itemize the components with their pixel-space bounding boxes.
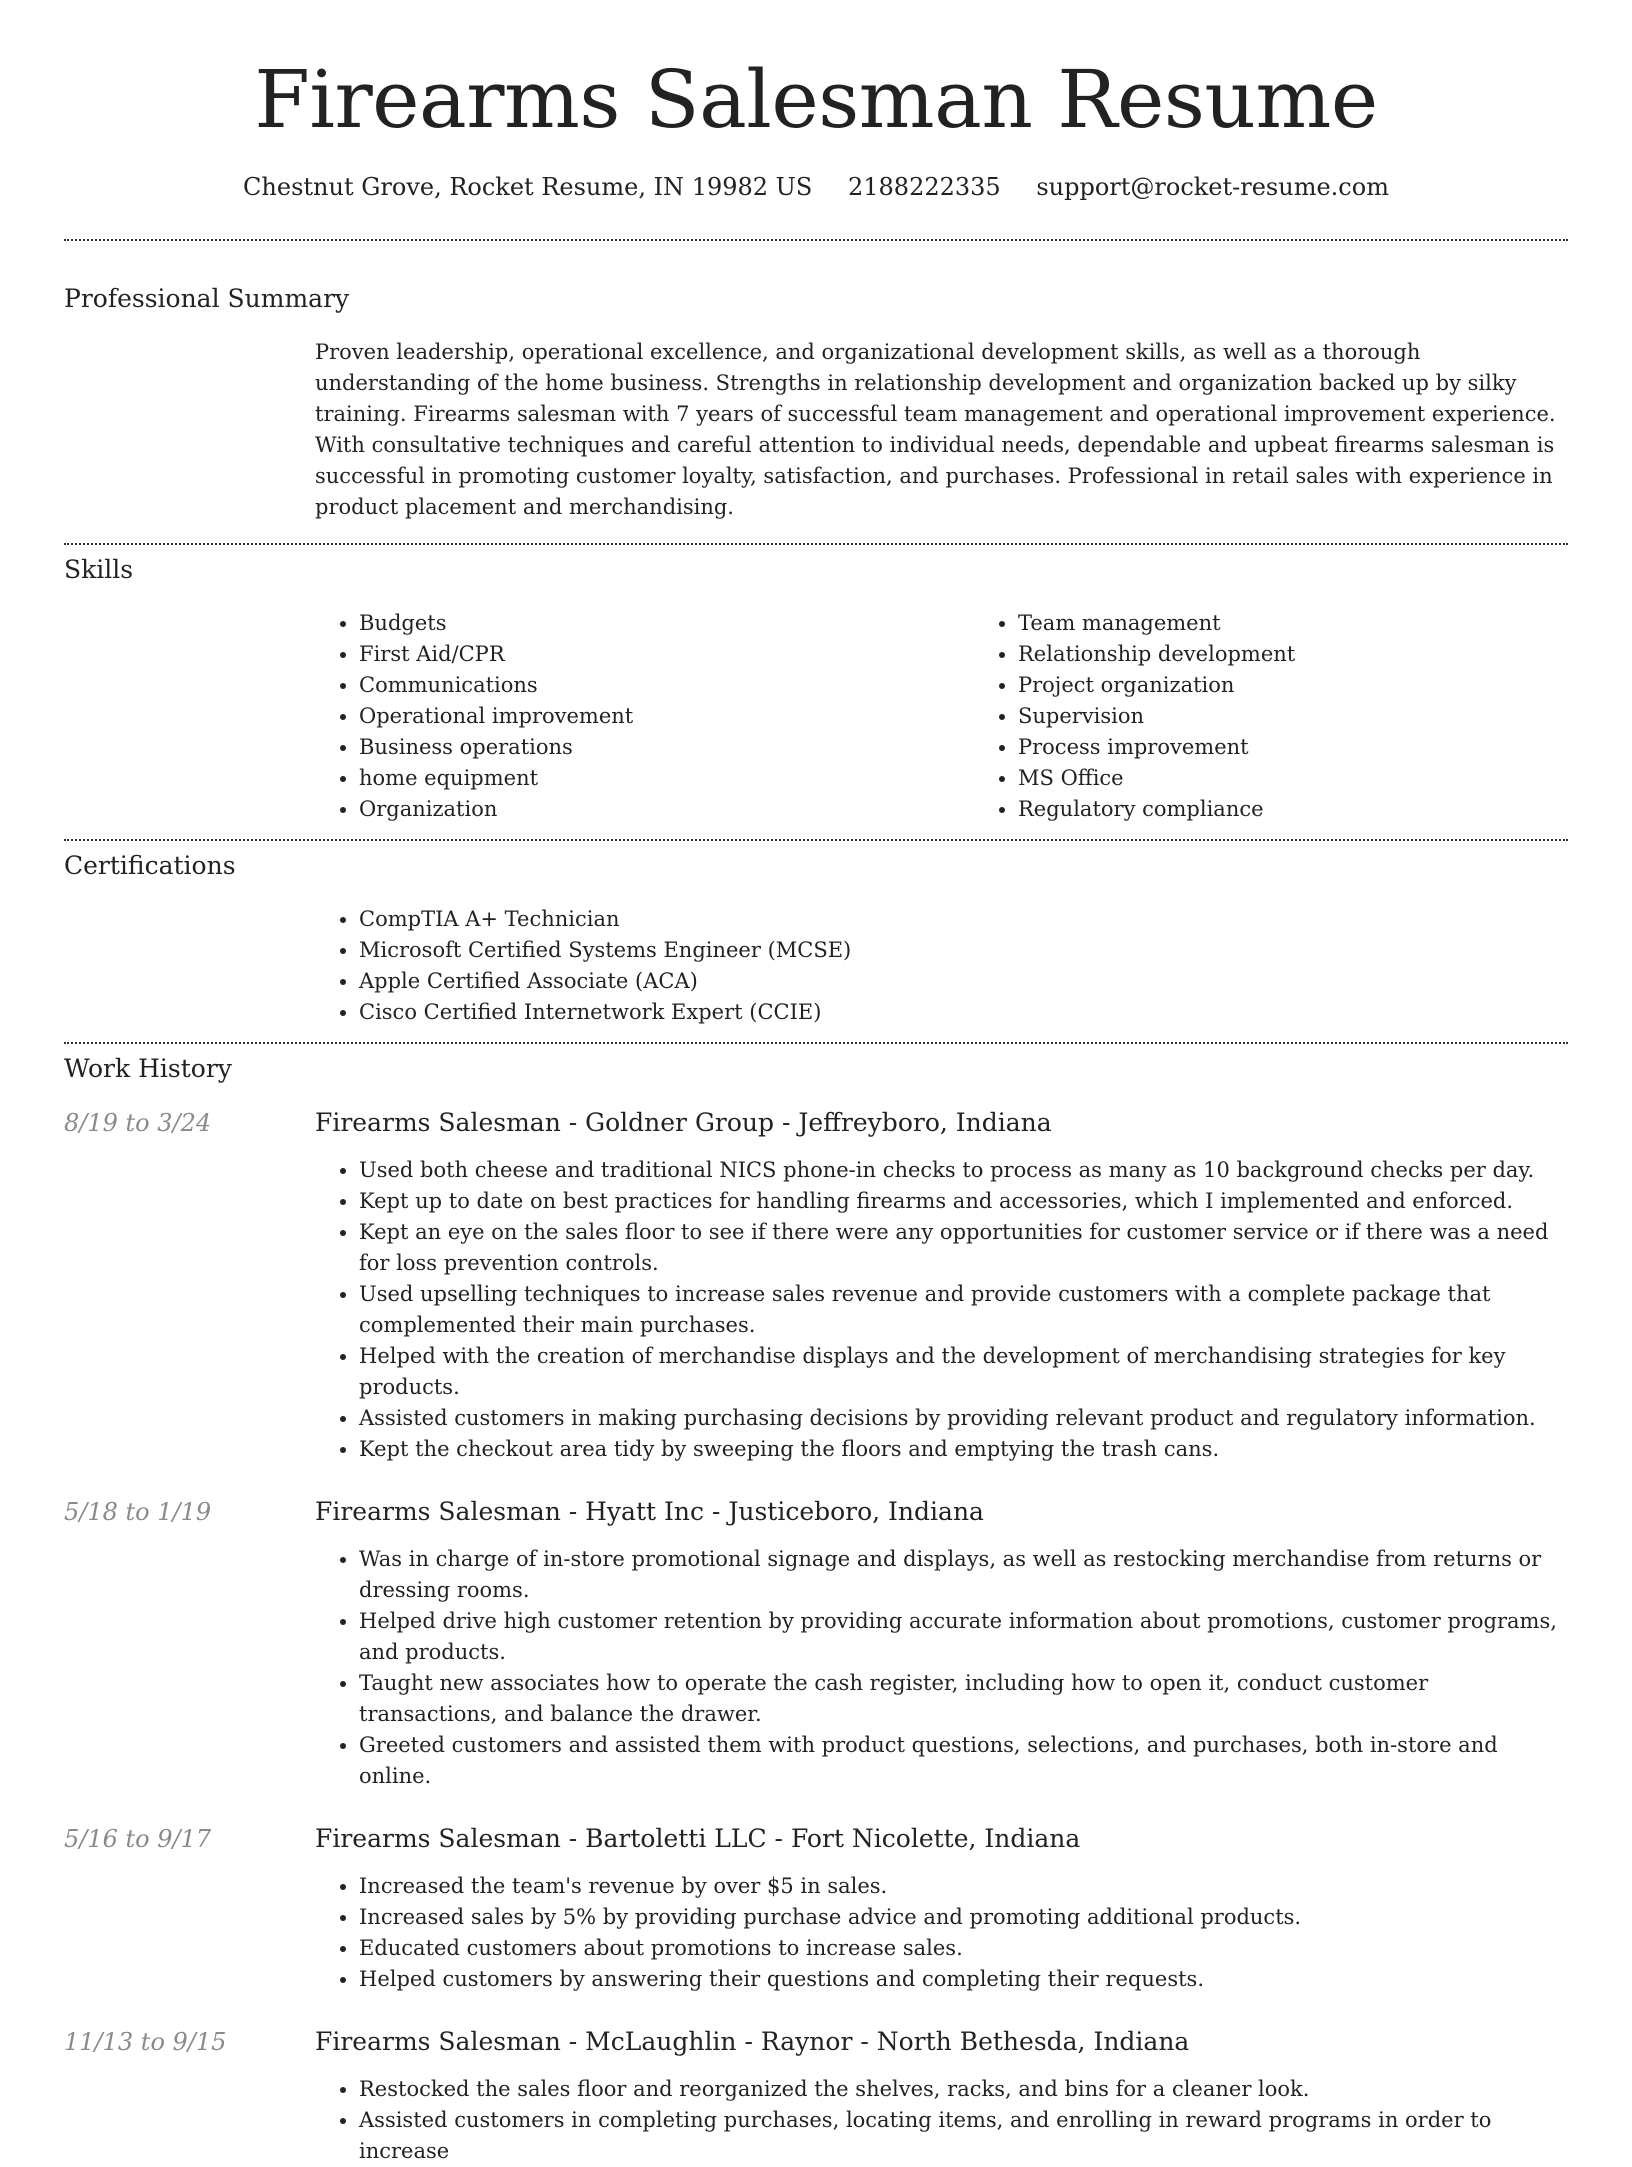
skills-heading: Skills — [64, 555, 134, 584]
resume-page — [64, 0, 1568, 2167]
job-title: Firearms Salesman - Bartoletti LLC - Fort Nicolette, Indiana — [315, 1824, 1081, 1853]
contact-phone: 2188222335 — [847, 173, 1001, 201]
skill-item: • First Aid/CPR — [359, 639, 974, 670]
skill-item: • Relationship development — [1018, 639, 1632, 670]
skill-item: • Communications — [359, 670, 974, 701]
job-entry — [64, 2024, 1568, 2167]
job-title: Firearms Salesman - Goldner Group - Jeffreyboro, Indiana — [315, 1108, 1052, 1137]
job-bullets — [315, 1871, 1568, 1995]
contact-address: Chestnut Grove, Rocket Resume, IN 19982 US — [243, 173, 813, 201]
section-divider — [64, 839, 1568, 841]
job-bullet: • Used both cheese and traditional NICS phone-in checks to process as many as 10 background checks per day. — [359, 1155, 1568, 1186]
job-dates: 8/19 to 3/24 — [64, 1109, 212, 1137]
skill-item: • home equipment — [359, 763, 974, 794]
job-bullet: • Helped customers by answering their questions and completing their requests. — [359, 1964, 1568, 1995]
skill-item: • Process improvement — [1018, 732, 1632, 763]
job-bullet: • Kept an eye on the sales floor to see if there were any opportunities for customer service or if there was a need for loss prevention controls. — [359, 1217, 1568, 1279]
section-divider — [64, 239, 1568, 241]
contact-line — [64, 172, 1568, 202]
skill-item: • Team management — [1018, 608, 1632, 639]
certifications-list — [315, 904, 1568, 1028]
skills-column-left — [315, 608, 974, 825]
work-history-heading: Work History — [64, 1054, 232, 1083]
job-title: Firearms Salesman - McLaughlin - Raynor - North Bethesda, Indiana — [315, 2027, 1190, 2056]
certification-item: • Cisco Certified Internetwork Expert (CCIE) — [359, 997, 1568, 1028]
skills-column-right — [974, 608, 1632, 825]
certifications-section — [315, 904, 1568, 1028]
job-bullets — [315, 2074, 1568, 2167]
skill-item: • MS Office — [1018, 763, 1632, 794]
resume-title: Firearms Salesman Resume — [254, 53, 1378, 146]
job-bullet: • Was in charge of in-store promotional signage and displays, as well as restocking merchandise from returns or dressing rooms. — [359, 1544, 1568, 1606]
skill-item: • Regulatory compliance — [1018, 794, 1632, 825]
contact-email: support@rocket-resume.com — [1036, 173, 1389, 201]
certification-item: • Apple Certified Associate (ACA) — [359, 966, 1568, 997]
job-details — [315, 1494, 1568, 1792]
job-bullet: • Assisted customers in completing purchases, locating items, and enrolling in reward programs in order to increase — [359, 2105, 1568, 2167]
job-bullets — [315, 1544, 1568, 1792]
section-divider — [64, 1042, 1568, 1044]
summary-text: Proven leadership, operational excellence, and organizational development skills, as well as a thorough understanding of the home business. Strengths in relationship development and organization backed up by silky training. Firearms salesman with 7 years of successful team management and operational improvement experience. With consultative techniques and careful attention to individual needs, dependable and upbeat firearms salesman is successful in promoting customer loyalty, satisfaction, and purchases. Professional in retail sales with experience in product placement and merchandising. — [315, 340, 1556, 519]
skill-item: • Project organization — [1018, 670, 1632, 701]
job-details — [315, 1105, 1568, 1465]
job-details — [315, 2024, 1568, 2167]
job-bullet: • Used upselling techniques to increase sales revenue and provide customers with a complete package that complemented their main purchases. — [359, 1279, 1568, 1341]
skills-list — [315, 608, 1568, 825]
certification-item: • Microsoft Certified Systems Engineer (MCSE) — [359, 935, 1568, 966]
job-title: Firearms Salesman - Hyatt Inc - Justiceboro, Indiana — [315, 1497, 984, 1526]
job-bullet: • Educated customers about promotions to increase sales. — [359, 1933, 1568, 1964]
job-entry — [64, 1494, 1568, 1792]
job-entry — [64, 1821, 1568, 1995]
job-bullet: • Assisted customers in making purchasing decisions by providing relevant product and regulatory information. — [359, 1403, 1568, 1434]
job-bullet: • Helped drive high customer retention by providing accurate information about promotions, customer programs, and products. — [359, 1606, 1568, 1668]
job-bullets — [315, 1155, 1568, 1465]
job-bullet: • Taught new associates how to operate the cash register, including how to open it, conduct customer transactions, and balance the drawer. — [359, 1668, 1568, 1730]
summary-heading: Professional Summary — [64, 284, 350, 313]
skill-item: • Organization — [359, 794, 974, 825]
job-details — [315, 1821, 1568, 1995]
job-bullet: • Increased sales by 5% by providing purchase advice and promoting additional products. — [359, 1902, 1568, 1933]
skill-item: • Business operations — [359, 732, 974, 763]
skill-item: • Budgets — [359, 608, 974, 639]
job-bullet: • Kept up to date on best practices for handling firearms and accessories, which I implemented and enforced. — [359, 1186, 1568, 1217]
certification-item: • CompTIA A+ Technician — [359, 904, 1568, 935]
job-bullet: • Helped with the creation of merchandise displays and the development of merchandising strategies for key products. — [359, 1341, 1568, 1403]
job-dates: 5/18 to 1/19 — [64, 1498, 212, 1526]
job-entry — [64, 1105, 1568, 1465]
section-divider — [64, 543, 1568, 545]
summary-section — [315, 337, 1568, 523]
job-bullet: • Increased the team's revenue by over $5 in sales. — [359, 1871, 1568, 1902]
certifications-heading: Certifications — [64, 851, 236, 880]
job-bullet: • Kept the checkout area tidy by sweeping the floors and emptying the trash cans. — [359, 1434, 1568, 1465]
skill-item: • Operational improvement — [359, 701, 974, 732]
skill-item: • Supervision — [1018, 701, 1632, 732]
job-dates: 11/13 to 9/15 — [64, 2028, 227, 2056]
job-bullet: • Greeted customers and assisted them with product questions, selections, and purchases, both in-store and online. — [359, 1730, 1568, 1792]
job-bullet: • Restocked the sales floor and reorganized the shelves, racks, and bins for a cleaner look. — [359, 2074, 1568, 2105]
job-dates: 5/16 to 9/17 — [64, 1825, 212, 1853]
